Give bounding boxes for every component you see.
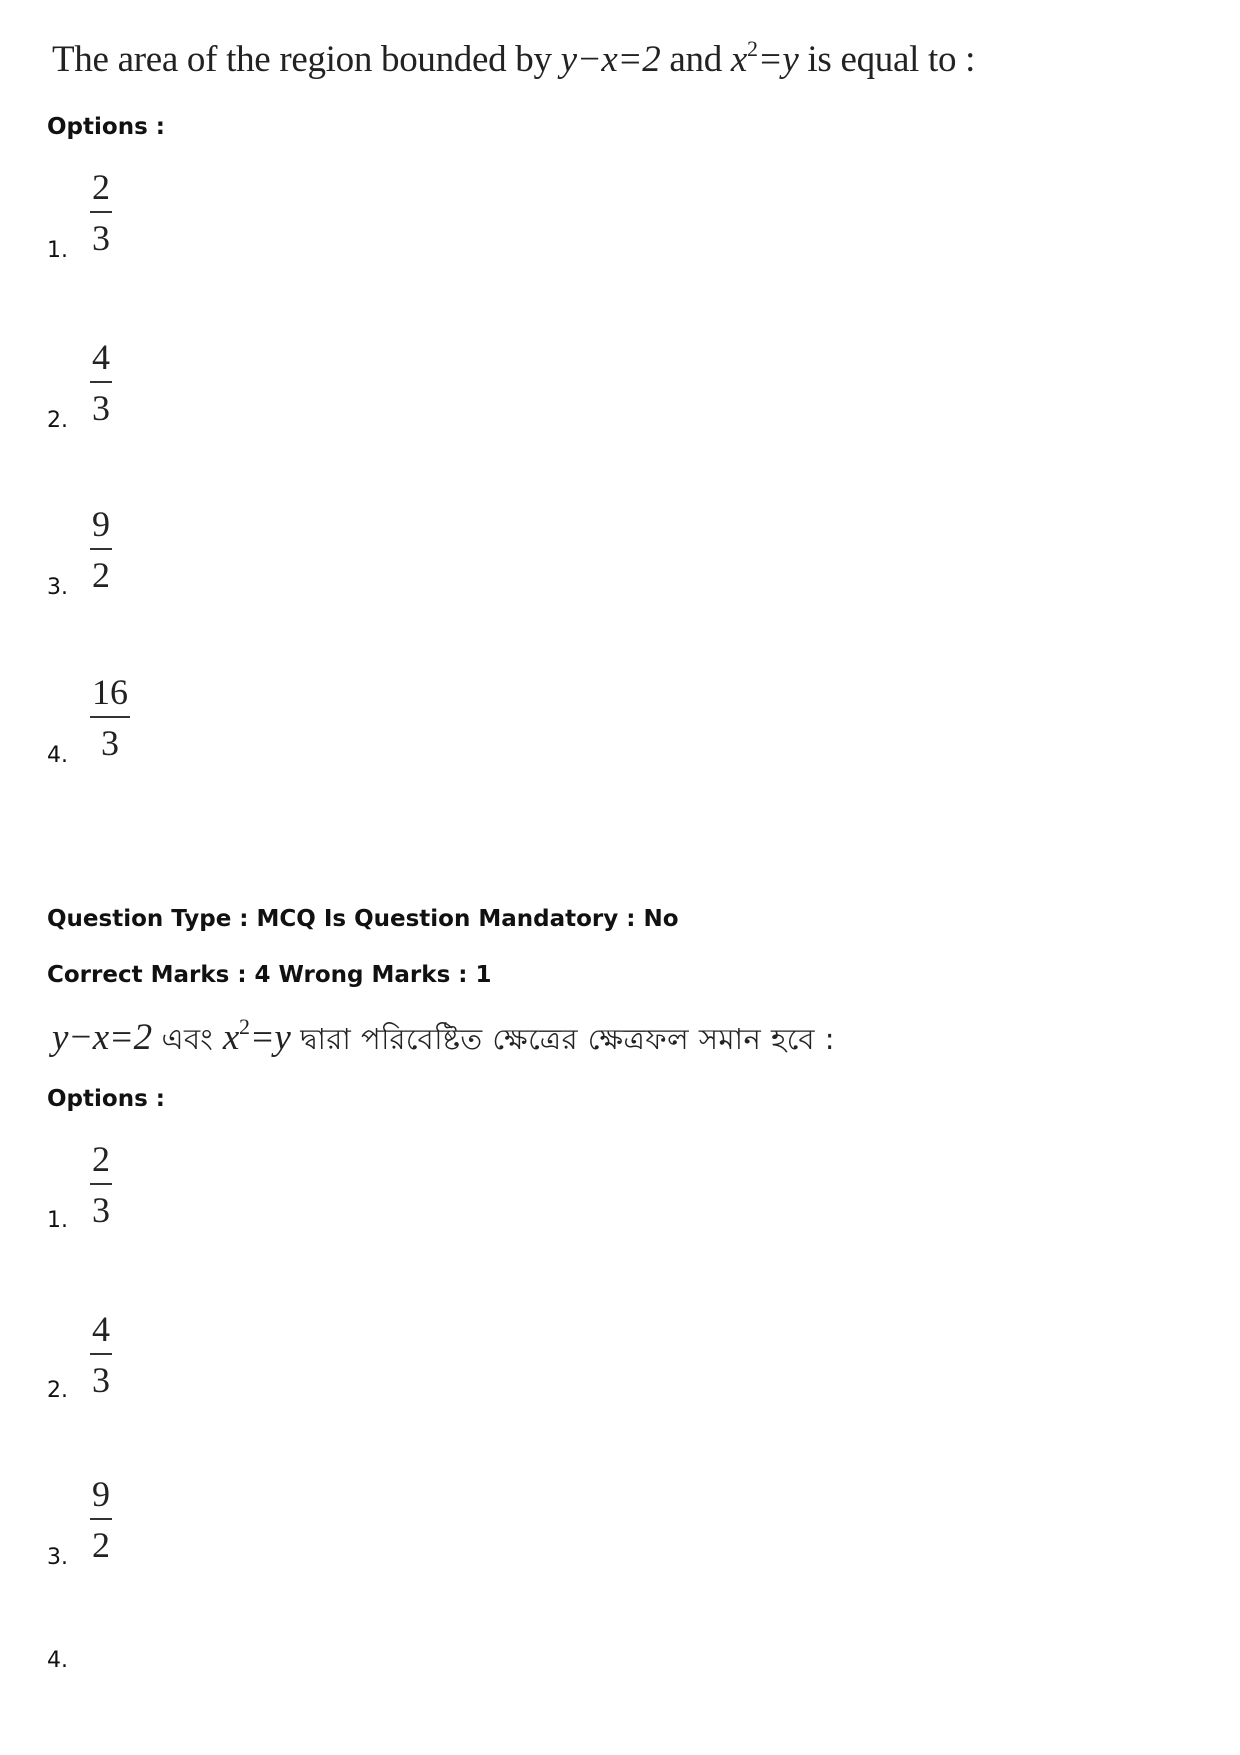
fraction-bar	[90, 381, 112, 383]
option-1-fraction	[90, 1140, 112, 1229]
equation-parabola-exponent: 2	[239, 1014, 250, 1039]
denominator: 3	[92, 1190, 110, 1230]
options-label: Options :	[47, 114, 165, 140]
numerator: 9	[92, 504, 110, 544]
equation-parabola-rest: =y	[249, 1017, 291, 1058]
fraction-bar	[90, 211, 112, 213]
marks-line: Correct Marks : 4 Wrong Marks : 1	[47, 962, 492, 988]
option-2-fraction	[90, 338, 112, 427]
fraction-bar	[90, 1353, 112, 1355]
numerator: 2	[92, 1139, 110, 1179]
options-label: Options :	[47, 1086, 165, 1112]
question-type-line: Question Type : MCQ Is Question Mandatory : No	[47, 906, 679, 932]
conjunction: and	[660, 39, 731, 80]
denominator: 3	[92, 218, 110, 258]
equation-parabola-exponent: 2	[746, 36, 758, 61]
equation-parabola-rest: =y	[757, 39, 799, 80]
denominator: 3	[101, 723, 119, 763]
option-number: 1.	[47, 238, 68, 263]
option-number: 1.	[47, 1208, 68, 1233]
equation-line: y−x=2	[52, 1017, 152, 1058]
option-number: 4.	[47, 1648, 68, 1673]
option-4-fraction	[90, 673, 130, 762]
denominator: 2	[92, 555, 110, 595]
equation-parabola-base: x	[222, 1017, 240, 1058]
option-number: 4.	[47, 743, 68, 768]
fraction-bar	[90, 1183, 112, 1185]
equation-parabola-base: x	[730, 39, 747, 80]
numerator: 4	[92, 1309, 110, 1349]
denominator: 2	[92, 1525, 110, 1565]
numerator: 4	[92, 337, 110, 377]
option-1-fraction	[90, 168, 112, 257]
option-3-fraction	[90, 1475, 112, 1564]
option-number: 2.	[47, 1378, 68, 1403]
fraction-bar	[90, 716, 130, 718]
equation-line: y−x=2	[560, 39, 661, 80]
fraction-bar	[90, 1518, 112, 1520]
conjunction: এবং	[151, 1022, 223, 1056]
option-3-fraction	[90, 505, 112, 594]
question-2-suffix: দ্বারা পরিবেষ্টিত ক্ষেত্রের ক্ষেত্রফল সমান হবে :	[290, 1022, 836, 1056]
option-number: 3.	[47, 575, 68, 600]
fraction-bar	[90, 548, 112, 550]
option-number: 2.	[47, 408, 68, 433]
option-2-fraction	[90, 1310, 112, 1399]
numerator: 16	[92, 672, 128, 712]
denominator: 3	[92, 1360, 110, 1400]
numerator: 2	[92, 167, 110, 207]
question-1-suffix: is equal to :	[798, 39, 976, 80]
question-1-text	[52, 38, 975, 81]
question-2-text	[52, 1016, 835, 1066]
numerator: 9	[92, 1474, 110, 1514]
denominator: 3	[92, 388, 110, 428]
option-number: 3.	[47, 1545, 68, 1570]
question-1-prefix: The area of the region bounded by	[52, 39, 561, 80]
